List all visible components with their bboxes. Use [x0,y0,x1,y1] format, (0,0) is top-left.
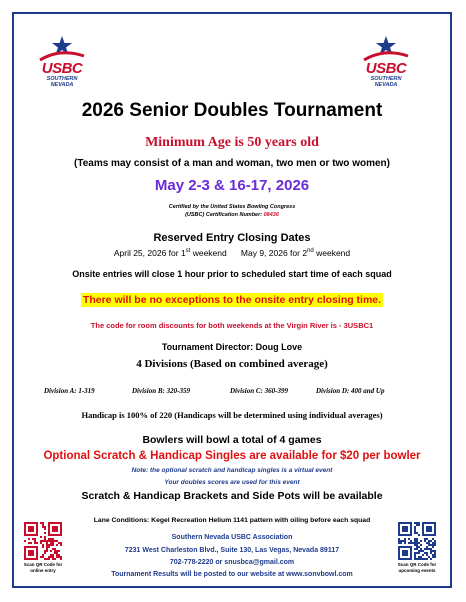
optional-singles: Optional Scratch & Handicap Singles are available for $20 per bowler [43,450,421,462]
room-discount-code: The code for room discounts for both weekends at the Virgin River is - 3USBC1 [90,321,374,330]
qr-code-events-icon[interactable] [398,522,436,560]
certification [14,203,450,219]
reserved-entry-title: Reserved Entry Closing Dates [153,232,311,244]
qr-code-entry-icon[interactable] [24,522,62,560]
qr-entry-caption: Scan QR Code for online entry [23,562,63,573]
handicap-rule: Handicap is 100% of 220 (Handicaps will be determined using individual averages) [81,410,383,420]
division-a: Division A: 1-319 [44,387,95,395]
usbc-wordmark: USBC [41,60,83,77]
usbc-wordmark: USBC [365,60,407,77]
usbc-region: SOUTHERN NEVADA [46,76,78,88]
cert-line1: Certified by the United States Bowling Congress [168,204,296,210]
cert-number: 08436 [263,212,279,218]
usbc-logo-left [36,34,88,94]
division-b: Division B: 320-359 [132,387,190,395]
results-website: Tournament Results will be posted to our website at www.sonvbowl.com [111,571,353,578]
team-composition: (Teams may consist of a man and woman, two men or two women) [74,158,390,169]
no-exceptions-notice: There will be no exceptions to the onsite entry closing time. [82,294,382,306]
brackets-side-pots: Scratch & Handicap Brackets and Side Pots will be available [81,490,383,502]
doubles-scores-note: Your doubles scores are used for this event [164,479,300,486]
weekend-deadlines [14,248,450,258]
association-contact: 702-778-2220 or snusbca@gmail.com [169,559,295,566]
onsite-entry-note: Onsite entries will close 1 hour prior to scheduled start time of each squad [72,269,392,279]
usbc-logo-right [360,34,412,94]
lane-conditions: Lane Conditions: Kegel Recreation Helium 1141 pattern with oiling before each squad [93,517,371,524]
association-address: 7231 West Charleston Blvd., Suite 130, Las Vegas, Nevada 89117 [124,547,340,554]
page-title: 2026 Senior Doubles Tournament [81,100,383,121]
flyer-border [12,12,452,588]
usbc-region: SOUTHERN NEVADA [370,76,402,88]
second-weekend-deadline: May 9, 2026 for 2nd weekend [240,248,351,258]
division-d: Division D: 400 and Up [316,387,385,395]
cert-line2: (USBC) Certification Number: 08436 [185,212,279,218]
association-name: Southern Nevada USBC Association [171,534,293,541]
tournament-dates: May 2-3 & 16-17, 2026 [154,177,310,194]
games-count: Bowlers will bowl a total of 4 games [142,434,322,446]
tournament-director: Tournament Director: Doug Love [161,342,303,352]
virtual-event-note: Note: the optional scratch and handicap singles is a virtual event [131,467,333,474]
first-weekend-deadline: April 25, 2026 for 1st weekend [113,248,227,258]
qr-events-caption: Scan QR Code for upcoming events [397,562,437,573]
divisions-title: 4 Divisions (Based on combined average) [136,358,328,370]
division-c: Division C: 360-399 [230,387,288,395]
minimum-age: Minimum Age is 50 years old [145,135,319,150]
